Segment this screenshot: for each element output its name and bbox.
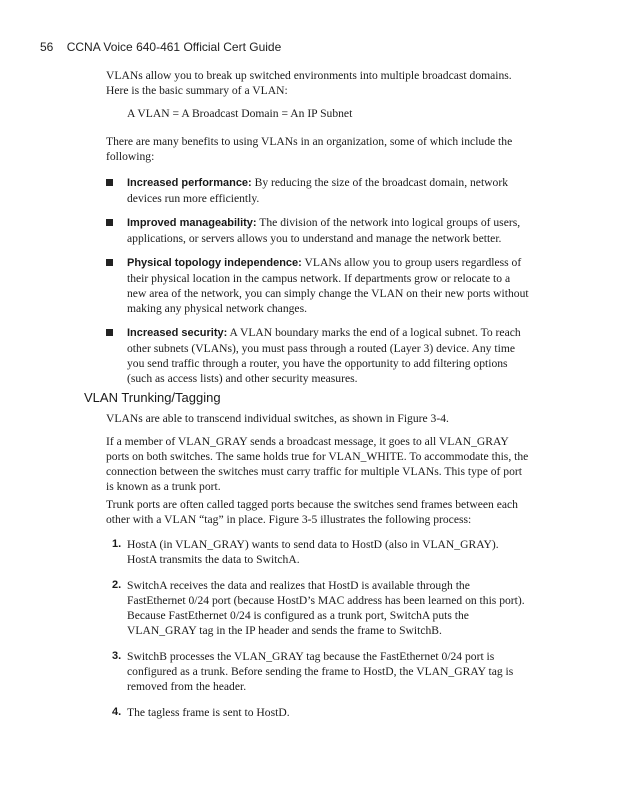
book-title: CCNA Voice 640-461 Official Cert Guide <box>66 40 282 54</box>
step-number: 3. <box>112 650 122 662</box>
list-item <box>106 215 530 246</box>
benefit-text: By reducing the size of the broadcast domain, network devices run more efficiently. <box>127 176 509 205</box>
section-paragraph-1: VLANs are able to transcend individual switches, as shown in Figure 3-4. <box>106 412 449 425</box>
intro-paragraph: VLANs allow you to break up switched environments into multiple broadcast domains. Here is the basic summary of a VLAN: <box>106 69 512 97</box>
section-paragraph-2: If a member of VLAN_GRAY sends a broadcast message, it goes to all VLAN_GRAY ports on both switches. The same holds true for VLAN_WHITE. To accommodate this, the connection between the switches must carry traffic for multiple VLANs. This type of port is known as a trunk port. <box>106 435 529 493</box>
step-number: 1. <box>112 538 122 550</box>
bullet-square-icon <box>106 259 113 266</box>
benefit-term: Increased security: <box>127 327 228 339</box>
benefit-term: Improved manageability: <box>127 217 257 229</box>
list-item <box>106 537 530 567</box>
benefit-text: A VLAN boundary marks the end of a logical subnet. To reach other subnets (VLANs), you must pass through a routed (Layer 3) device. Any time you send traffic through a router, you have the opportunity to add filtering options (such as access lists) and other security measures. <box>127 326 521 385</box>
benefit-text: The division of the network into logical groups of users, applications, or servers allows you to understand and manage the network better. <box>127 216 521 245</box>
step-text: SwitchB processes the VLAN_GRAY tag because the FastEthernet 0/24 port is configured as a trunk. Before sending the frame to HostD, the VLAN_GRAY tag is removed from the header. <box>127 650 514 693</box>
bullet-square-icon <box>106 219 113 226</box>
section-heading: VLAN Trunking/Tagging <box>84 390 221 405</box>
step-number: 4. <box>112 706 122 718</box>
page-number: 56 <box>40 40 54 54</box>
step-number: 2. <box>112 579 122 591</box>
steps-list <box>106 537 530 720</box>
step-text: The tagless frame is sent to HostD. <box>127 706 290 719</box>
list-item <box>106 255 530 316</box>
benefits-list <box>106 175 530 395</box>
list-item <box>106 578 530 638</box>
step-text: HostA (in VLAN_GRAY) wants to send data to HostD (also in VLAN_GRAY). HostA transmits the data to SwitchA. <box>127 538 499 566</box>
list-item <box>106 175 530 206</box>
benefit-term: Increased performance: <box>127 177 252 189</box>
benefits-intro-paragraph: There are many benefits to using VLANs in an organization, some of which include the following: <box>106 135 513 163</box>
running-header <box>40 40 281 54</box>
list-item <box>106 649 530 694</box>
list-item <box>106 705 530 720</box>
bullet-square-icon <box>106 329 113 336</box>
benefit-term: Physical topology independence: <box>127 257 302 269</box>
section-paragraph-3: Trunk ports are often called tagged ports because the switches send frames between each other with a VLAN “tag” in place. Figure 3-5 illustrates the following process: <box>106 498 518 526</box>
bullet-square-icon <box>106 179 113 186</box>
benefit-text: VLANs allow you to group users regardless of their physical location in the campus network. If departments grow or relocate to a new area of the network, you can simply change the VLAN on their new ports without making any physical network changes. <box>127 256 529 315</box>
list-item <box>106 325 530 386</box>
vlan-equation: A VLAN = A Broadcast Domain = An IP Subnet <box>127 107 353 120</box>
step-text: SwitchA receives the data and realizes that HostD is available through the FastEthernet 0/24 port (because HostD’s MAC address has been learned on this port). Because FastEthernet 0/24 is configured as a trunk port, SwitchA puts the VLAN_GRAY tag in the IP header and sends the frame to SwitchB. <box>127 579 525 637</box>
